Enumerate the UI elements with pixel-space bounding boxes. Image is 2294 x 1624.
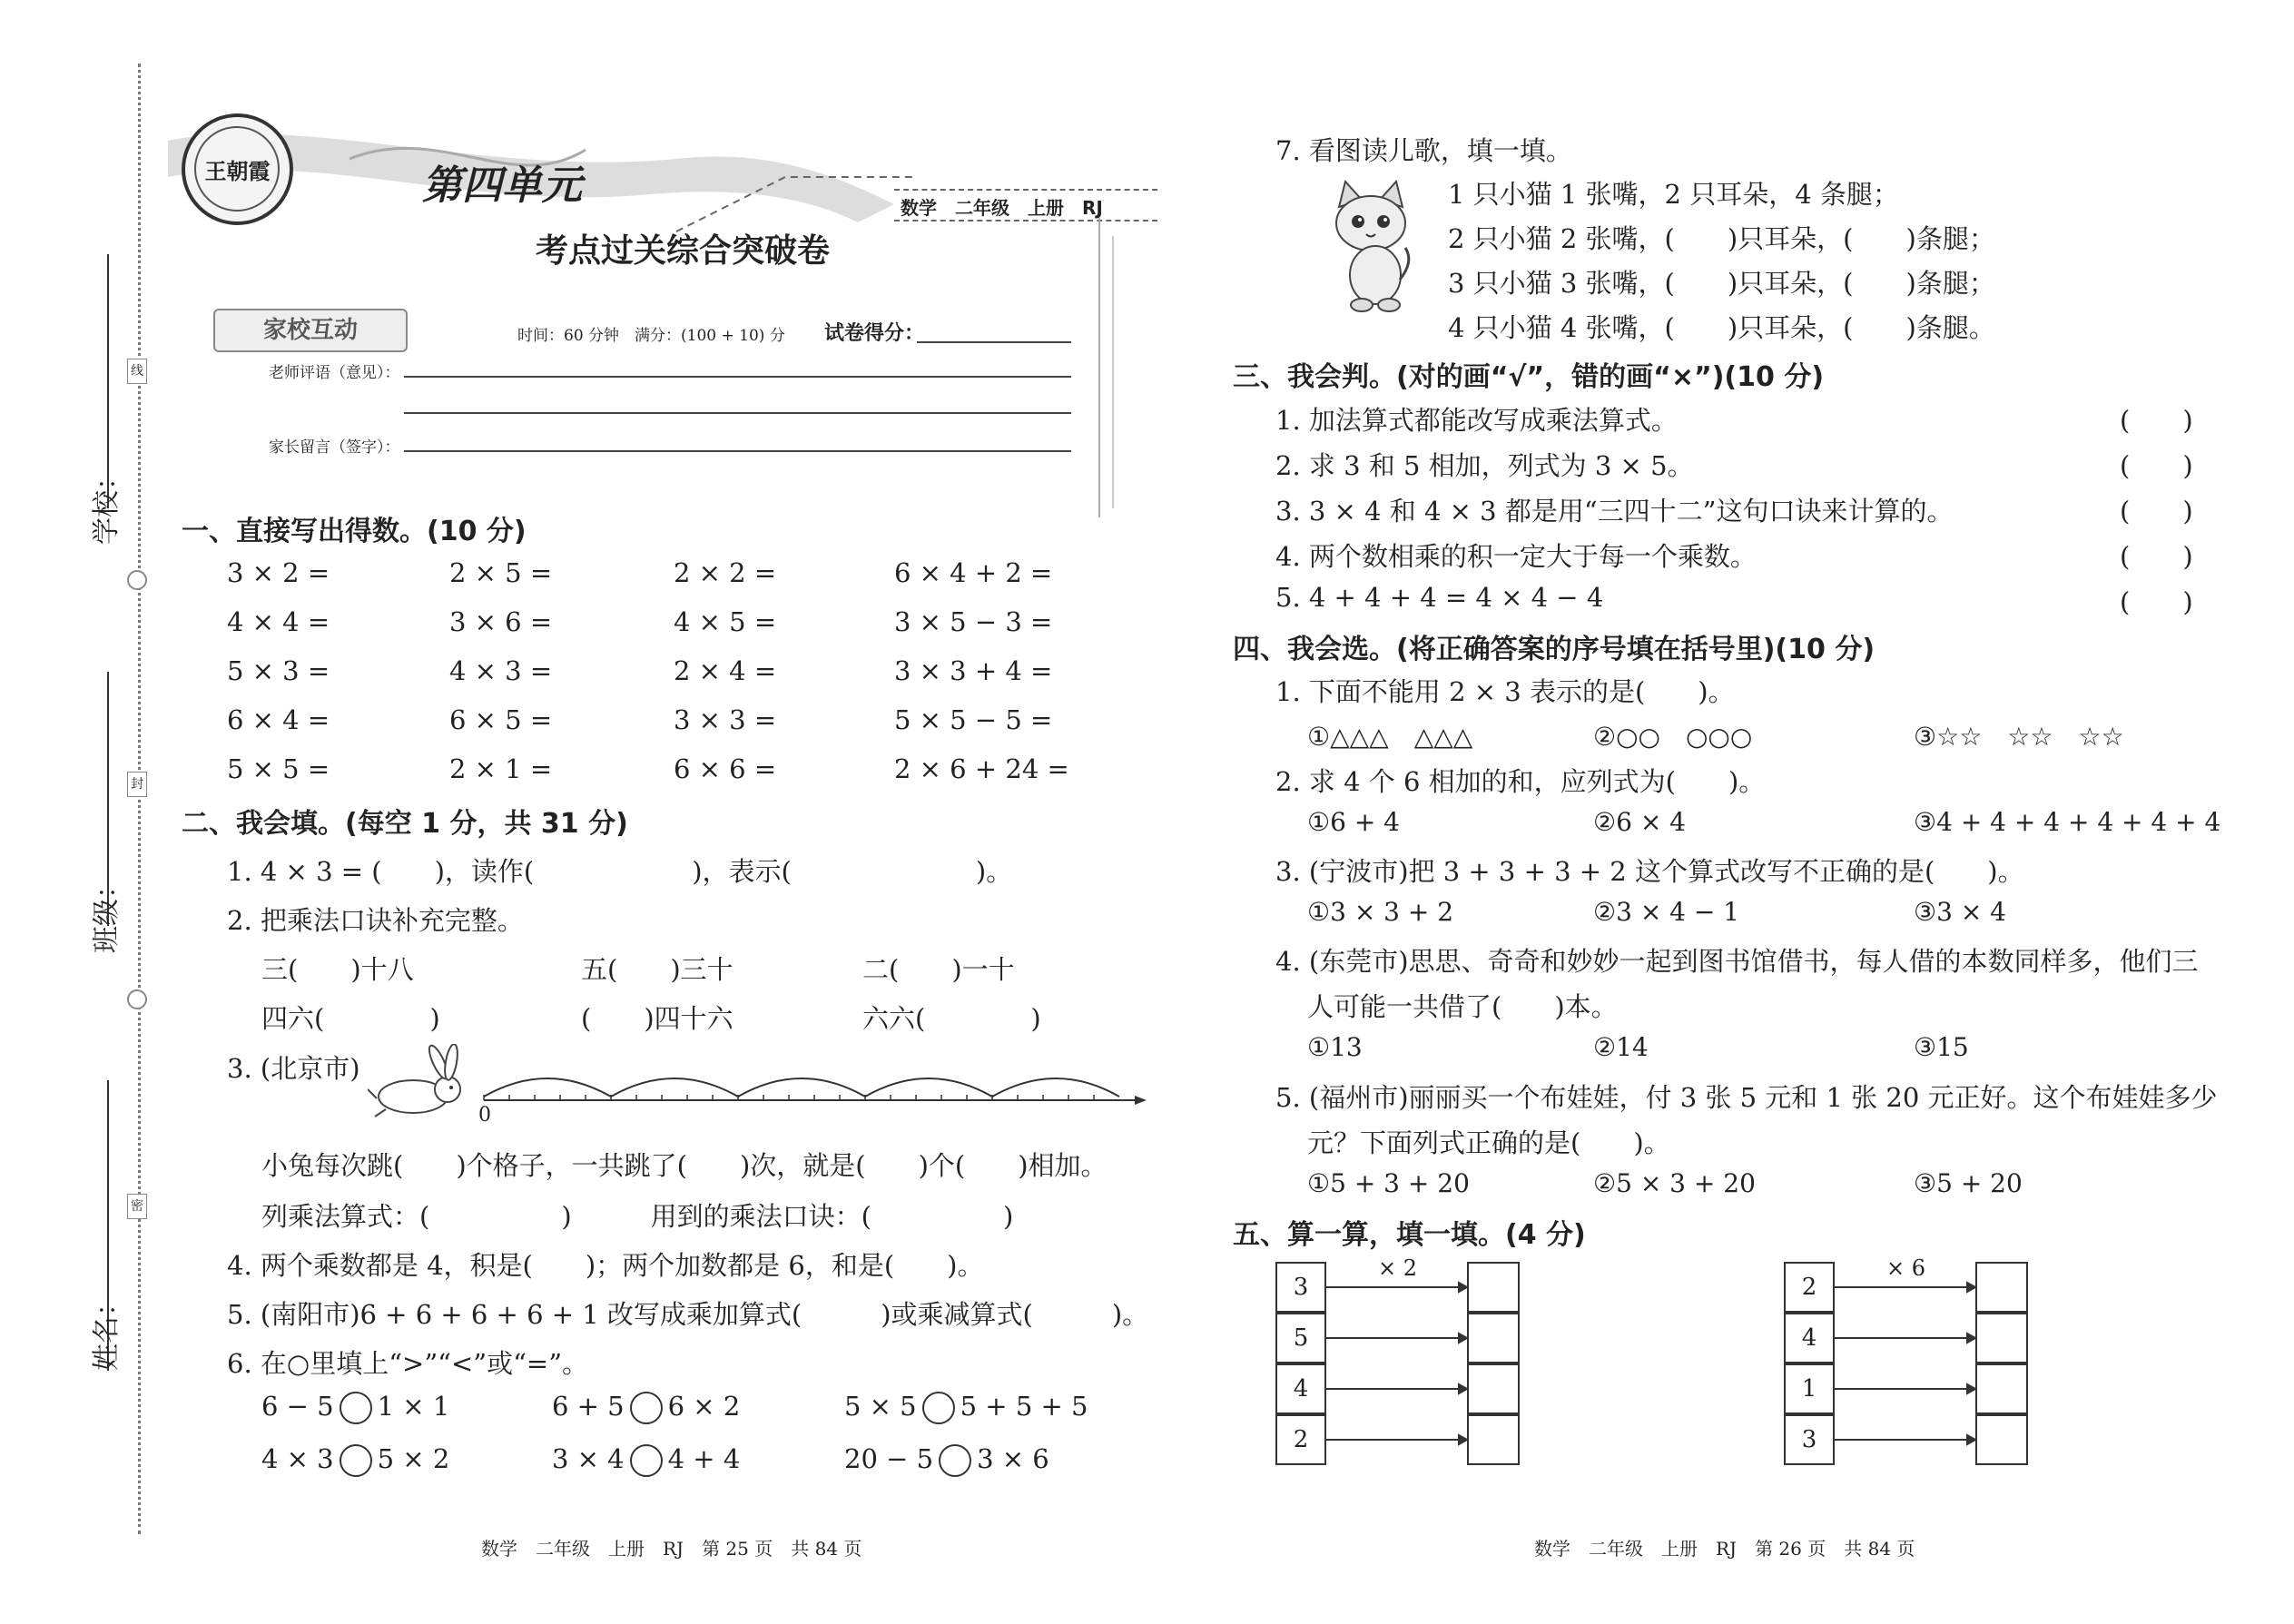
machine-output-box[interactable] [1975, 1414, 2028, 1465]
choice-option: ②14 [1593, 1032, 1649, 1062]
machine-output-box[interactable] [1975, 1313, 2028, 1363]
choice-q1: 1. 下面不能用 2 × 3 表示的是( )。 [1275, 676, 1735, 707]
choice-option: ③4 + 4 + 4 + 4 + 4 + 4 [1914, 807, 2221, 837]
choice-q2: 2. 求 4 个 6 相加的和，应列式为( )。 [1275, 766, 1766, 797]
number-line-zero: 0 [478, 1104, 491, 1127]
teacher-comment-label: 老师评语（意见）： [269, 364, 400, 382]
section2-title: 二、我会填。(每空 1 分，共 31 分) [182, 808, 628, 840]
s2-q2-item: 三( )十八 [261, 954, 414, 985]
calc-item: 2 × 5 = [449, 557, 553, 588]
class-label: 班级： [91, 871, 123, 953]
choice-option: ①5 + 3 + 20 [1307, 1168, 1470, 1198]
choice-option: ③5 + 20 [1914, 1168, 2023, 1198]
q7-title: 7. 看图读儿歌，填一填。 [1275, 135, 1572, 166]
choice-q3: 3. (宁波市)把 3 + 3 + 3 + 2 这个算式改写不正确的是( )。 [1275, 856, 2024, 887]
judge-answer-box[interactable]: ( ) [2120, 586, 2193, 617]
binding-dotted-line [138, 64, 141, 1534]
cat-icon [1325, 180, 1416, 316]
compare-circle[interactable] [939, 1444, 971, 1477]
s2-q4: 4. 两个乘数都是 4，积是( )；两个加数都是 6，和是( )。 [227, 1250, 984, 1281]
s2-q2-item: 六六( ) [862, 1003, 1041, 1034]
logo-text: 王朝霞 [204, 158, 271, 184]
machine-input: 3 [1275, 1262, 1326, 1313]
s2-q2-item: 二( )一十 [862, 954, 1015, 985]
choice-option: ①3 × 3 + 2 [1307, 897, 1454, 927]
s2-q1: 1. 4 × 3 = ( )，读作( )，表示( )。 [227, 856, 1013, 887]
section3-title: 三、我会判。(对的画“√”，错的画“×”)(10 分) [1233, 361, 1825, 393]
time-info: 时间：60 分钟 满分：(100 + 10) 分 [517, 327, 785, 345]
machine-output-box[interactable] [1467, 1313, 1520, 1363]
choice-option: ③15 [1914, 1032, 1969, 1062]
s2-q6: 6. 在○里填上“>”“<”或“=”。 [227, 1348, 589, 1379]
name-label: 姓名： [91, 1289, 123, 1371]
teacher-comment-field-2[interactable] [404, 412, 1071, 414]
section1-title: 一、直接写出得数。(10 分) [182, 516, 527, 547]
judge-answer-box[interactable]: ( ) [2120, 450, 2193, 481]
section4-title: 四、我会选。(将正确答案的序号填在括号里)(10 分) [1233, 634, 1876, 665]
machine-arrows [1835, 1262, 1976, 1465]
logo-seal-icon [182, 113, 293, 225]
seal-box-secret: 密 [127, 1194, 147, 1219]
calc-item: 3 × 2 = [227, 557, 330, 588]
teacher-comment-field[interactable] [404, 376, 1071, 378]
choice-option: ②○○ ○○○ [1593, 722, 1753, 752]
choice-option: ②3 × 4 − 1 [1593, 897, 1740, 927]
machine-arrows [1326, 1262, 1468, 1465]
parent-comment-label: 家长留言（签字）： [269, 438, 400, 457]
s2-q2: 2. 把乘法口诀补充完整。 [227, 905, 524, 936]
binding-hole-icon [127, 989, 147, 1009]
footer-right: 数学 二年级 上册 RJ 第 26 页 共 84 页 [1534, 1538, 1915, 1560]
s2-q2-item: 五( )三十 [581, 954, 733, 985]
exam-subtitle: 考点过关综合突破卷 [536, 231, 831, 270]
machine-input: 2 [1275, 1414, 1326, 1465]
choice-q5-cont: 元？下面列式正确的是( )。 [1307, 1127, 1670, 1158]
binding-hole-icon [127, 570, 147, 590]
family-school-tag: 家校互动 [213, 309, 408, 352]
footer-left: 数学 二年级 上册 RJ 第 25 页 共 84 页 [481, 1538, 862, 1560]
calc-item: 3 × 3 = [674, 704, 777, 735]
machine-input: 1 [1784, 1363, 1835, 1414]
judge-item: 5. 4 + 4 + 4 = 4 × 4 − 4 [1275, 582, 1604, 613]
school-label: 学校： [91, 463, 123, 545]
machine-operator: × 6 [1886, 1255, 1926, 1281]
choice-option: ②5 × 3 + 20 [1593, 1168, 1756, 1198]
calc-item: 4 × 4 = [227, 606, 330, 637]
compare-circle[interactable] [630, 1392, 663, 1424]
machine-input: 4 [1275, 1363, 1326, 1414]
choice-option: ③☆☆ ☆☆ ☆☆ [1914, 722, 2124, 752]
header-divider [1112, 236, 1114, 508]
compare-circle[interactable] [922, 1392, 955, 1424]
calc-item: 6 × 4 + 2 = [894, 557, 1053, 588]
machine-input: 4 [1784, 1313, 1835, 1363]
judge-item: 2. 求 3 和 5 相加，列式为 3 × 5。 [1275, 450, 1694, 481]
choice-q4-cont: 人可能一共借了( )本。 [1307, 991, 1618, 1022]
s2-q2-item: ( )四十六 [581, 1003, 733, 1034]
score-field[interactable] [917, 341, 1071, 343]
q7-line: 2 只小猫 2 张嘴，( )只耳朵，( )条腿； [1448, 223, 1995, 254]
parent-comment-field[interactable] [404, 450, 1071, 452]
calc-item: 6 × 6 = [674, 753, 777, 784]
choice-option: ①6 + 4 [1307, 807, 1400, 837]
calc-item: 4 × 3 = [449, 655, 553, 686]
calc-item: 2 × 1 = [449, 753, 553, 784]
compare-item: 6 + 5 6 × 2 [552, 1391, 740, 1424]
q7-line: 3 只小猫 3 张嘴，( )只耳朵，( )条腿； [1448, 268, 1995, 299]
section5-title: 五、算一算，填一填。(4 分) [1233, 1219, 1586, 1251]
choice-q5: 5. (福州市)丽丽买一个布娃娃，付 3 张 5 元和 1 张 20 元正好。这个布娃娃多少 [1275, 1082, 2218, 1113]
judge-answer-box[interactable]: ( ) [2120, 541, 2193, 572]
compare-circle[interactable] [340, 1392, 372, 1424]
compare-item: 20 − 5 3 × 6 [844, 1443, 1049, 1477]
unit-title: 第四单元 [422, 162, 582, 209]
book-tag-frame [894, 189, 1157, 221]
machine-operator: × 2 [1378, 1255, 1418, 1281]
rabbit-icon [368, 1044, 460, 1117]
choice-option: ③3 × 4 [1914, 897, 2006, 927]
machine-output-box[interactable] [1975, 1363, 2028, 1414]
choice-option: ②6 × 4 [1593, 807, 1686, 837]
calc-item: 6 × 5 = [449, 704, 553, 735]
machine-output-box[interactable] [1467, 1363, 1520, 1414]
s2-q3-line2: 列乘法算式：( ) 用到的乘法口诀：( ) [261, 1201, 1014, 1232]
machine-input: 3 [1784, 1414, 1835, 1465]
judge-answer-box[interactable]: ( ) [2120, 496, 2193, 527]
machine-output-box[interactable] [1975, 1262, 2028, 1313]
judge-item: 1. 加法算式都能改写成乘法算式。 [1275, 405, 1678, 436]
calc-item: 3 × 3 + 4 = [894, 655, 1053, 686]
compare-circle[interactable] [630, 1444, 663, 1477]
calc-item: 4 × 5 = [674, 606, 777, 637]
q7-line: 1 只小猫 1 张嘴，2 只耳朵，4 条腿； [1448, 179, 1899, 210]
score-label: 试卷得分： [824, 321, 925, 345]
choice-option: ①△△△ △△△ [1307, 722, 1473, 752]
choice-q4: 4. (东莞市)思思、奇奇和妙妙一起到图书馆借书，每人借的本数同样多，他们三 [1275, 946, 2199, 977]
header-divider [1098, 218, 1100, 517]
compare-item: 6 − 5 1 × 1 [261, 1391, 449, 1424]
machine-output-box[interactable] [1467, 1262, 1520, 1313]
book-tag: 数学 二年级 上册 RJ [901, 197, 1103, 219]
machine-input: 2 [1784, 1262, 1835, 1313]
judge-item: 3. 3 × 4 和 4 × 3 都是用“三四十二”这句口诀来计算的。 [1275, 496, 1954, 527]
s2-q2-item: 四六( ) [261, 1003, 440, 1034]
calc-item: 6 × 4 = [227, 704, 330, 735]
calc-item: 5 × 3 = [227, 655, 330, 686]
calc-item: 2 × 4 = [674, 655, 777, 686]
compare-circle[interactable] [340, 1444, 372, 1477]
machine-output-box[interactable] [1467, 1414, 1520, 1465]
s2-q3-line1: 小兔每次跳( )个格子，一共跳了( )次，就是( )个( )相加。 [261, 1150, 1108, 1181]
calc-item: 3 × 5 − 3 = [894, 606, 1053, 637]
judge-answer-box[interactable]: ( ) [2120, 405, 2193, 436]
s2-q3-label: 3. (北京市) [227, 1053, 360, 1084]
compare-item: 3 × 4 4 + 4 [552, 1443, 740, 1477]
s2-q5: 5. (南阳市)6 + 6 + 6 + 6 + 1 改写成乘加算式( )或乘减算式( )。 [227, 1299, 1149, 1330]
judge-item: 4. 两个数相乘的积一定大于每一个乘数。 [1275, 541, 1757, 572]
calc-item: 5 × 5 = [227, 753, 330, 784]
seal-box-line: 线 [127, 359, 147, 384]
compare-item: 5 × 5 5 + 5 + 5 [844, 1391, 1088, 1424]
choice-option: ①13 [1307, 1032, 1363, 1062]
compare-item: 4 × 3 5 × 2 [261, 1443, 449, 1477]
calc-item: 5 × 5 − 5 = [894, 704, 1053, 735]
seal-box-seal: 封 [127, 772, 147, 797]
calc-item: 3 × 6 = [449, 606, 553, 637]
q7-line: 4 只小猫 4 张嘴，( )只耳朵，( )条腿。 [1448, 312, 1995, 343]
machine-input: 5 [1275, 1313, 1326, 1363]
calc-item: 2 × 6 + 24 = [894, 753, 1069, 784]
calc-item: 2 × 2 = [674, 557, 777, 588]
